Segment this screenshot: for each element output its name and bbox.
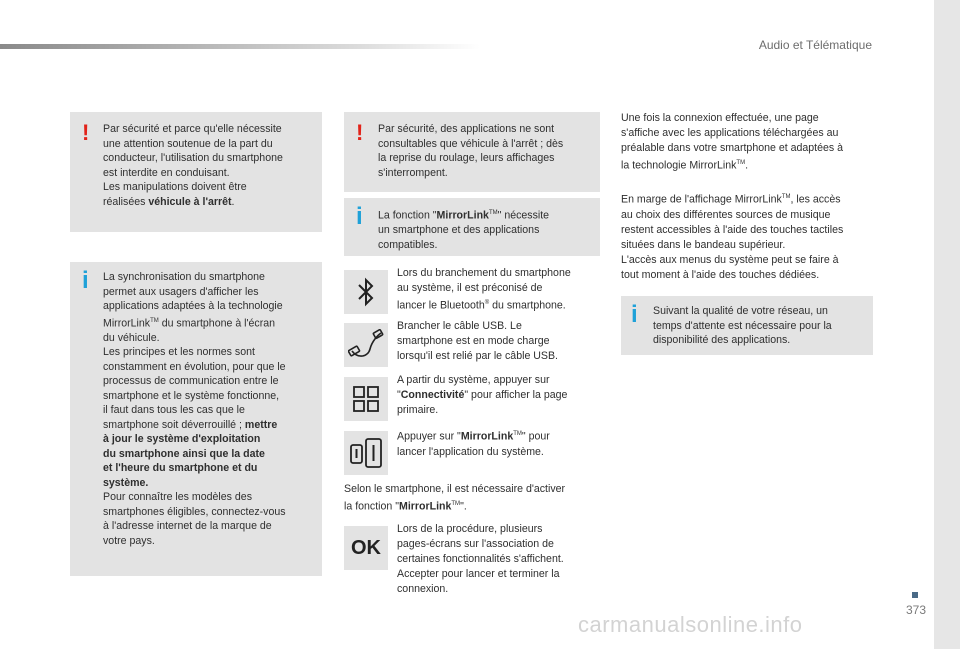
text-line: lorsqu'il est relié par le câble USB. (397, 350, 559, 362)
text-line: au système, il est préconisé de (397, 282, 543, 294)
right-paragraph-2 (621, 190, 843, 283)
text-line: certaines fonctionnalités s'affichent. (397, 553, 564, 565)
warning-icon: ! (82, 120, 90, 145)
step-usb-text (397, 319, 558, 364)
step-ok-text (397, 522, 564, 597)
text-line: A partir du système, appuyer sur (397, 374, 550, 386)
text-line: La synchronisation du smartphone (103, 271, 265, 283)
text-line: smartphone soit déverrouillé ; mettre (103, 418, 278, 431)
text-line: réalisées véhicule à l'arrêt. (103, 195, 235, 208)
text-line: L'accès aux menus du système peut se faire à (621, 253, 839, 266)
text-line: tout moment à l'aide des touches dédiées. (621, 268, 820, 281)
text-line: La fonction "MirrorLink™" nécessite (378, 209, 550, 222)
text-line: pages-écrans sur l'association de (397, 538, 554, 550)
text-line: la reprise du roulage, leurs affichages (378, 152, 555, 164)
info-icon: i (82, 267, 89, 294)
warning-icon: ! (356, 120, 364, 145)
warning-box-applications (344, 112, 600, 192)
text-line: smartphone et le système fonctionne, (103, 389, 280, 402)
text-line: lancer l'application du système. (397, 445, 544, 458)
warning-box-safety (70, 112, 322, 232)
text-line: consultables que véhicule à l'arrêt ; dès (378, 137, 564, 150)
text-line: Les principes et les normes sont (103, 346, 255, 359)
note-activate-mirrorlink (344, 482, 565, 515)
info-box-mirrorlink (344, 198, 600, 256)
text-line: Par sécurité et parce qu'elle nécessite (103, 123, 282, 135)
watermark: carmanualsonline.info (578, 612, 803, 637)
text-line: Suivant la qualité de votre réseau, un (653, 305, 828, 317)
header-rule (0, 44, 480, 49)
text-line: Une fois la connexion effectuée, une page (621, 112, 819, 124)
text-line: Lors du branchement du smartphone (397, 267, 571, 279)
usb-cable-icon (344, 323, 388, 367)
text-line: processus de communication entre le (103, 375, 279, 388)
ok-label: OK (351, 536, 381, 559)
page-number: 373 (905, 603, 926, 617)
text-line: il faut dans tous les cas que le (103, 404, 245, 417)
text-line: Brancher le câble USB. Le (397, 320, 522, 332)
ok-icon (344, 526, 388, 570)
text-line: Accepter pour lancer et terminer la (397, 568, 560, 580)
text-line: Selon le smartphone, il est nécessaire d'activer (344, 483, 566, 495)
bluetooth-icon (344, 270, 388, 314)
text-line: Lors de la procédure, plusieurs (397, 523, 543, 535)
text-line: à jour le système d'exploitation (103, 433, 261, 446)
text-line: Par sécurité, des applications ne sont (378, 123, 555, 135)
text-line: la fonction "MirrorLink™". (344, 500, 467, 513)
text-line: Appuyer sur "MirrorLink™" pour (397, 430, 550, 443)
text-line: applications adaptées à la technologie (103, 300, 283, 312)
text-line: du smartphone ainsi que la date (103, 447, 265, 460)
page-edge-strip (934, 0, 960, 649)
text-line: Pour connaître les modèles des (103, 491, 252, 504)
text-line: restent accessibles à l'aide des touches tactiles (621, 223, 844, 236)
info-icon: i (631, 301, 638, 328)
info-box-network (621, 296, 873, 355)
text-line: conducteur, l'utilisation du smartphone (103, 152, 283, 164)
text-line: la technologie MirrorLink™. (621, 159, 749, 172)
text-line: MirrorLink™ du smartphone à l'écran (103, 317, 276, 330)
text-line: smartphone est en mode charge (397, 335, 550, 347)
text-line: s'interrompent. (378, 166, 448, 179)
text-line: "Connectivité" pour afficher la page (397, 389, 568, 401)
text-line: Les manipulations doivent être (103, 181, 247, 193)
text-line: disponibilité des applications. (653, 334, 791, 346)
text-line: une attention soutenue de la part du (103, 137, 273, 150)
step-mirrorlink-text (397, 427, 550, 460)
info-icon: i (356, 203, 363, 230)
connectivity-grid-icon (344, 377, 388, 421)
step-connectivite-text (397, 373, 567, 418)
text-line: et l'heure du smartphone et du (103, 462, 258, 475)
text-line: du véhicule. (103, 331, 160, 344)
text-line: à l'adresse internet de la marque de (103, 520, 272, 533)
text-line: s'affiche avec les applications téléchargées au (621, 127, 839, 139)
info-box-synchronisation (70, 262, 322, 576)
step-bluetooth-text (397, 266, 571, 314)
section-title: Audio et Télématique (758, 38, 872, 52)
text-line: un smartphone et des applications (378, 224, 540, 237)
text-line: au choix des différentes sources de musique (621, 208, 831, 221)
page-marker (912, 592, 918, 598)
text-line: lancer le Bluetooth® du smartphone. (397, 299, 566, 312)
text-line: système. (103, 476, 149, 489)
text-line: connexion. (397, 583, 449, 595)
text-line: primaire. (397, 404, 439, 416)
text-line: temps d'attente est nécessaire pour la (653, 319, 832, 332)
right-paragraph-1 (621, 111, 843, 174)
mirrorlink-icon (344, 431, 388, 475)
text-line: smartphones éligibles, connectez-vous (103, 505, 286, 518)
text-line: compatibles. (378, 238, 438, 251)
text-line: votre pays. (103, 534, 155, 547)
text-line: permet aux usagers d'afficher les (103, 285, 259, 298)
text-line: situées dans le bandeau supérieur. (621, 238, 786, 251)
text-line: est interdite en conduisant. (103, 166, 230, 179)
text-line: En marge de l'affichage MirrorLink™, les accès (621, 193, 841, 206)
text-line: préalable dans votre smartphone et adaptées à (621, 142, 844, 154)
text-line: constamment en évolution, pour que le (103, 360, 286, 373)
